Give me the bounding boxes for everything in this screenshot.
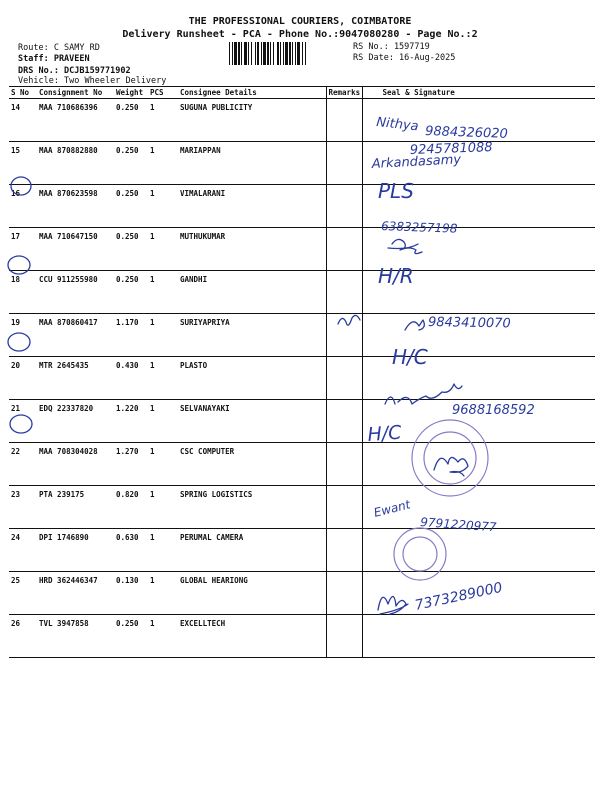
cell-weight: 0.130 xyxy=(114,572,148,615)
cell-consignment: PTA 239175 xyxy=(37,486,114,529)
cell-consignee: EXCELLTECH xyxy=(178,615,326,658)
col-seal-signature: Seal & Signature xyxy=(362,87,595,99)
cell-seal-signature xyxy=(362,615,595,658)
table-row xyxy=(9,572,595,615)
sig-row26-phone: 7373289000 xyxy=(413,579,504,614)
barcode xyxy=(229,42,349,65)
cell-sno: 14 xyxy=(9,99,37,142)
cell-pcs: 1 xyxy=(148,486,178,529)
cell-consignee: GANDHI xyxy=(178,271,326,314)
cell-pcs: 1 xyxy=(148,314,178,357)
table-row xyxy=(9,99,595,142)
cell-remarks xyxy=(326,271,362,314)
cell-consignment: MAA 708304028 xyxy=(37,443,114,486)
vehicle-label: Vehicle: Two Wheeler Delivery xyxy=(18,76,167,86)
col-pcs: PCS xyxy=(148,87,178,99)
cell-consignee: CSC COMPUTER xyxy=(178,443,326,486)
cell-sno: 26 xyxy=(9,615,37,658)
sig-row16: PLS xyxy=(378,179,414,203)
cell-weight: 0.250 xyxy=(114,99,148,142)
cell-weight: 0.250 xyxy=(114,185,148,228)
table-row xyxy=(9,314,595,357)
cell-consignment: HRD 362446347 xyxy=(37,572,114,615)
cell-seal-signature xyxy=(362,185,595,228)
cell-sno: 25 xyxy=(9,572,37,615)
cell-remarks xyxy=(326,400,362,443)
cell-remarks xyxy=(326,357,362,400)
cell-seal-signature xyxy=(362,228,595,271)
cell-weight: 0.250 xyxy=(114,228,148,271)
cell-remarks xyxy=(326,142,362,185)
cell-pcs: 1 xyxy=(148,529,178,572)
cell-weight: 0.820 xyxy=(114,486,148,529)
company-title: THE PROFESSIONAL COURIERS, COIMBATORE xyxy=(188,16,412,27)
cell-sno: 19 xyxy=(9,314,37,357)
cell-consignee: PLASTO xyxy=(178,357,326,400)
cell-consignee: VIMALARANI xyxy=(178,185,326,228)
cell-weight: 1.270 xyxy=(114,443,148,486)
cell-consignee: SPRING LOGISTICS xyxy=(178,486,326,529)
sig-row19-phone: 9843410070 xyxy=(427,315,511,332)
cell-pcs: 1 xyxy=(148,142,178,185)
cell-pcs: 1 xyxy=(148,572,178,615)
table-row xyxy=(9,271,595,314)
sig-row20: H/C xyxy=(392,345,428,369)
cell-remarks xyxy=(326,572,362,615)
cell-sno: 21 xyxy=(9,400,37,443)
cell-seal-signature xyxy=(362,529,595,572)
table-row xyxy=(9,615,595,658)
cell-consignment: EDQ 22337820 xyxy=(37,400,114,443)
col-sno: S No xyxy=(9,87,37,99)
cell-pcs: 1 xyxy=(148,357,178,400)
cell-seal-signature xyxy=(362,357,595,400)
cell-consignee: SUGUNA PUBLICITY xyxy=(178,99,326,142)
cell-consignment: DPI 1746890 xyxy=(37,529,114,572)
cell-remarks xyxy=(326,228,362,271)
cell-sno: 18 xyxy=(9,271,37,314)
cell-remarks xyxy=(326,314,362,357)
col-remarks: Remarks xyxy=(326,87,362,99)
cell-weight: 0.250 xyxy=(114,271,148,314)
cell-sno: 24 xyxy=(9,529,37,572)
sig-row18: H/R xyxy=(378,264,414,288)
cell-seal-signature xyxy=(362,142,595,185)
drs-number: DRS No.: DCJB159771902 xyxy=(18,66,131,76)
cell-seal-signature xyxy=(362,99,595,142)
sig-row24-name: Ewant xyxy=(372,497,412,520)
rs-number: RS No.: 1597719 xyxy=(353,42,430,52)
cell-seal-signature xyxy=(362,400,595,443)
runsheet-subtitle: Delivery Runsheet - PCA - Phone No.:9047080280 - Page No.:2 xyxy=(122,29,478,40)
table-row xyxy=(9,185,595,228)
cell-remarks xyxy=(326,185,362,228)
cell-remarks xyxy=(326,443,362,486)
sig-row17-phone: 6383257198 xyxy=(380,219,458,236)
col-consignee: Consignee Details xyxy=(178,87,326,99)
rs-date: RS Date: 16-Aug-2025 xyxy=(353,53,456,63)
cell-consignee: SURIYAPRIYA xyxy=(178,314,326,357)
cell-consignee: PERUMAL CAMERA xyxy=(178,529,326,572)
cell-consignment: MAA 710686396 xyxy=(37,99,114,142)
col-consignment: Consignment No xyxy=(37,87,114,99)
cell-pcs: 1 xyxy=(148,443,178,486)
table-row xyxy=(9,142,595,185)
cell-sno: 16 xyxy=(9,185,37,228)
cell-remarks xyxy=(326,486,362,529)
cell-weight: 0.430 xyxy=(114,357,148,400)
cell-sno: 17 xyxy=(9,228,37,271)
staff-label: Staff: PRAVEEN xyxy=(18,54,90,64)
cell-consignment: MAA 870623598 xyxy=(37,185,114,228)
cell-seal-signature xyxy=(362,443,595,486)
cell-consignment: MAA 710647150 xyxy=(37,228,114,271)
cell-seal-signature xyxy=(362,486,595,529)
cell-pcs: 1 xyxy=(148,185,178,228)
table-row xyxy=(9,228,595,271)
cell-consignment: TVL 3947858 xyxy=(37,615,114,658)
cell-remarks xyxy=(326,99,362,142)
cell-pcs: 1 xyxy=(148,400,178,443)
cell-weight: 0.250 xyxy=(114,142,148,185)
cell-weight: 0.250 xyxy=(114,615,148,658)
cell-seal-signature xyxy=(362,314,595,357)
sig-row24-phone: 9791220977 xyxy=(419,515,497,535)
cell-weight: 1.170 xyxy=(114,314,148,357)
cell-consignment: MAA 870882880 xyxy=(37,142,114,185)
cell-consignment: MTR 2645435 xyxy=(37,357,114,400)
cell-weight: 1.220 xyxy=(114,400,148,443)
route-label: Route: C SAMY RD xyxy=(18,43,100,53)
sig-row14-phone: 9884326020 xyxy=(424,124,509,142)
cell-seal-signature xyxy=(362,572,595,615)
cell-consignee: MARIAPPAN xyxy=(178,142,326,185)
cell-weight: 0.630 xyxy=(114,529,148,572)
sig-row15-name: Arkandasamy xyxy=(371,152,462,172)
sig-row22: H/C xyxy=(366,421,403,446)
table-header-row xyxy=(9,87,595,99)
cell-consignment: CCU 911255980 xyxy=(37,271,114,314)
col-weight: Weight xyxy=(114,87,148,99)
cell-sno: 22 xyxy=(9,443,37,486)
table-row xyxy=(9,529,595,572)
cell-sno: 20 xyxy=(9,357,37,400)
cell-pcs: 1 xyxy=(148,99,178,142)
table-row xyxy=(9,486,595,529)
cell-consignment: MAA 870860417 xyxy=(37,314,114,357)
runsheet-table xyxy=(9,86,595,658)
table-row xyxy=(9,400,595,443)
cell-remarks xyxy=(326,615,362,658)
sig-row21-phone: 9688168592 xyxy=(452,403,535,418)
sig-row15-phone: 9245781088 xyxy=(409,140,493,158)
table-row xyxy=(9,443,595,486)
table-row xyxy=(9,357,595,400)
cell-consignee: SELVANAYAKI xyxy=(178,400,326,443)
cell-consignee: GLOBAL HEARIONG xyxy=(178,572,326,615)
cell-consignee: MUTHUKUMAR xyxy=(178,228,326,271)
cell-sno: 23 xyxy=(9,486,37,529)
cell-seal-signature xyxy=(362,271,595,314)
cell-pcs: 1 xyxy=(148,228,178,271)
sig-row14-name: Nithya xyxy=(375,115,420,135)
cell-remarks xyxy=(326,529,362,572)
cell-sno: 15 xyxy=(9,142,37,185)
cell-pcs: 1 xyxy=(148,271,178,314)
cell-pcs: 1 xyxy=(148,615,178,658)
